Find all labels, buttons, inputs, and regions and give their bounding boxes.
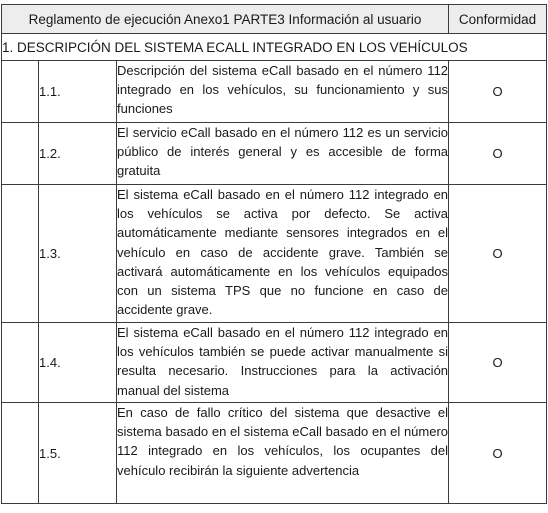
table-header-row [2, 5, 547, 34]
item-description: El servicio eCall basado en el número 112 es un servicio público de interés general y es accesible de forma gratuita [117, 123, 449, 185]
item-number: 1.4. [39, 323, 117, 403]
item-number: 1.3. [39, 185, 117, 323]
indent-cell [2, 123, 39, 185]
compliance-table [1, 4, 547, 504]
item-description: Descripción del sistema eCall basado en el número 112 integrado en los vehículos, su funcionamiento y sus funciones [117, 61, 449, 123]
compliance-mark: O [449, 61, 547, 123]
compliance-mark: O [449, 123, 547, 185]
item-description: El sistema eCall basado en el número 112 integrado en los vehículos se activa por defecto. Se activa automáticamente mediante sensores integrados en el vehículo en caso de accidente grave. También se activará automáticamente en los vehículos equipados con un sistema TPS que no funcione en caso de accidente grave. [117, 185, 449, 323]
compliance-header: Conformidad [449, 5, 547, 34]
table-row [2, 123, 547, 185]
compliance-mark: O [449, 185, 547, 323]
compliance-mark: O [449, 323, 547, 403]
item-number: 1.1. [39, 61, 117, 123]
indent-cell [2, 323, 39, 403]
item-description: El sistema eCall basado en el número 112 integrado en los vehículos también se puede activar manualmente si resulta necesario. Instrucciones para la activación manual del sistema [117, 323, 449, 403]
section-row [2, 34, 547, 61]
table-row [2, 61, 547, 123]
table-row [2, 185, 547, 323]
indent-cell [2, 403, 39, 504]
table-row [2, 403, 547, 504]
regulation-header: Reglamento de ejecución Anexo1 PARTE3 Información al usuario [2, 5, 449, 34]
item-description: En caso de fallo crítico del sistema que desactive el sistema basado en el sistema eCall basado en el número 112 integrado en los vehículos, los ocupantes del vehículo recibirán la siguiente advertencia [117, 403, 449, 504]
item-number: 1.5. [39, 403, 117, 504]
compliance-mark: O [449, 403, 547, 504]
item-number: 1.2. [39, 123, 117, 185]
indent-cell [2, 61, 39, 123]
indent-cell [2, 185, 39, 323]
table-row [2, 323, 547, 403]
section-title: 1. DESCRIPCIÓN DEL SISTEMA ECALL INTEGRADO EN LOS VEHÍCULOS [2, 34, 547, 61]
